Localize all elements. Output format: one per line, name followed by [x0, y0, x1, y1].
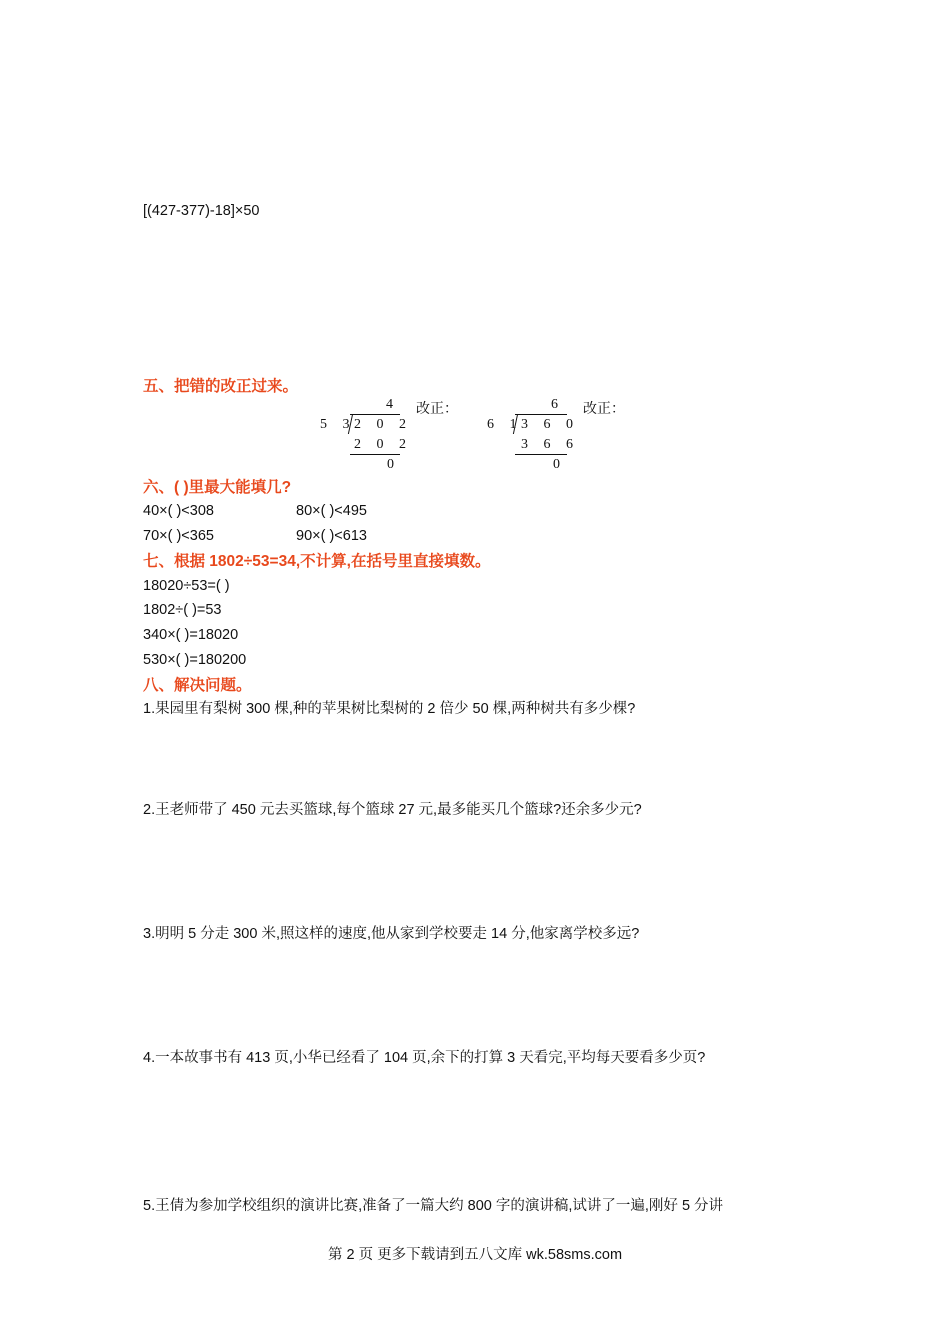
word-problem: 4.一本故事书有 413 页,小华已经看了 104 页,余下的打算 3 天看完,平均每天要看多少页? [143, 1050, 706, 1066]
remainder-2: 0 [553, 457, 566, 472]
section-7-title: 七、根据 1802÷53=34,不计算,在括号里直接填数。 [143, 553, 491, 570]
correct-label-1: 改正： [416, 402, 458, 417]
remainder-1: 0 [387, 457, 400, 472]
correct-label-2: 改正： [583, 402, 625, 417]
product-2: 3 6 6 [521, 437, 579, 452]
fill-blank-item: 530×( )=180200 [143, 652, 247, 668]
page-footer: 第 2 页 更多下载请到五八文库 wk.58sms.com [327, 1247, 623, 1263]
inequality-item: 70×( )<365 [143, 528, 214, 544]
long-division-1 [320, 397, 460, 475]
fill-blank-item: 18020÷53=( ) [143, 578, 230, 594]
product-1: 2 0 2 [354, 437, 412, 452]
inequality-item: 80×( )<495 [296, 503, 367, 519]
quotient-1: 4 [386, 397, 399, 412]
dividend-1: 2 0 2 [354, 417, 412, 432]
word-problem: 1.果园里有梨树 300 棵,种的苹果树比梨树的 2 倍少 50 棵,两种树共有多少棵? [143, 701, 636, 717]
section-6-title: 六、( )里最大能填几? [143, 479, 292, 496]
fill-blank-item: 340×( )=18020 [143, 627, 239, 643]
quotient-2: 6 [551, 397, 564, 412]
divisor-2: 6 1 [487, 417, 523, 432]
inequality-item: 40×( )<308 [143, 503, 214, 519]
word-problem: 5.王倩为参加学校组织的演讲比赛,准备了一篇大约 800 字的演讲稿,试讲了一遍,刚好 5 分讲 [143, 1198, 724, 1214]
fill-blank-item: 1802÷( )=53 [143, 602, 222, 618]
section-5-title: 五、把错的改正过来。 [143, 378, 299, 395]
divisor-1: 5 3 [320, 417, 356, 432]
long-division-2 [487, 397, 627, 475]
dividend-2: 3 6 0 [521, 417, 579, 432]
section-8-title: 八、解决问题。 [143, 677, 252, 694]
inequality-item: 90×( )<613 [296, 528, 367, 544]
word-problem: 3.明明 5 分走 300 米,照这样的速度,他从家到学校要走 14 分,他家离学校多远? [143, 926, 640, 942]
expression: [(427-377)-18]×50 [143, 203, 260, 219]
word-problem: 2.王老师带了 450 元去买篮球,每个篮球 27 元,最多能买几个篮球?还余多少元? [143, 802, 642, 818]
